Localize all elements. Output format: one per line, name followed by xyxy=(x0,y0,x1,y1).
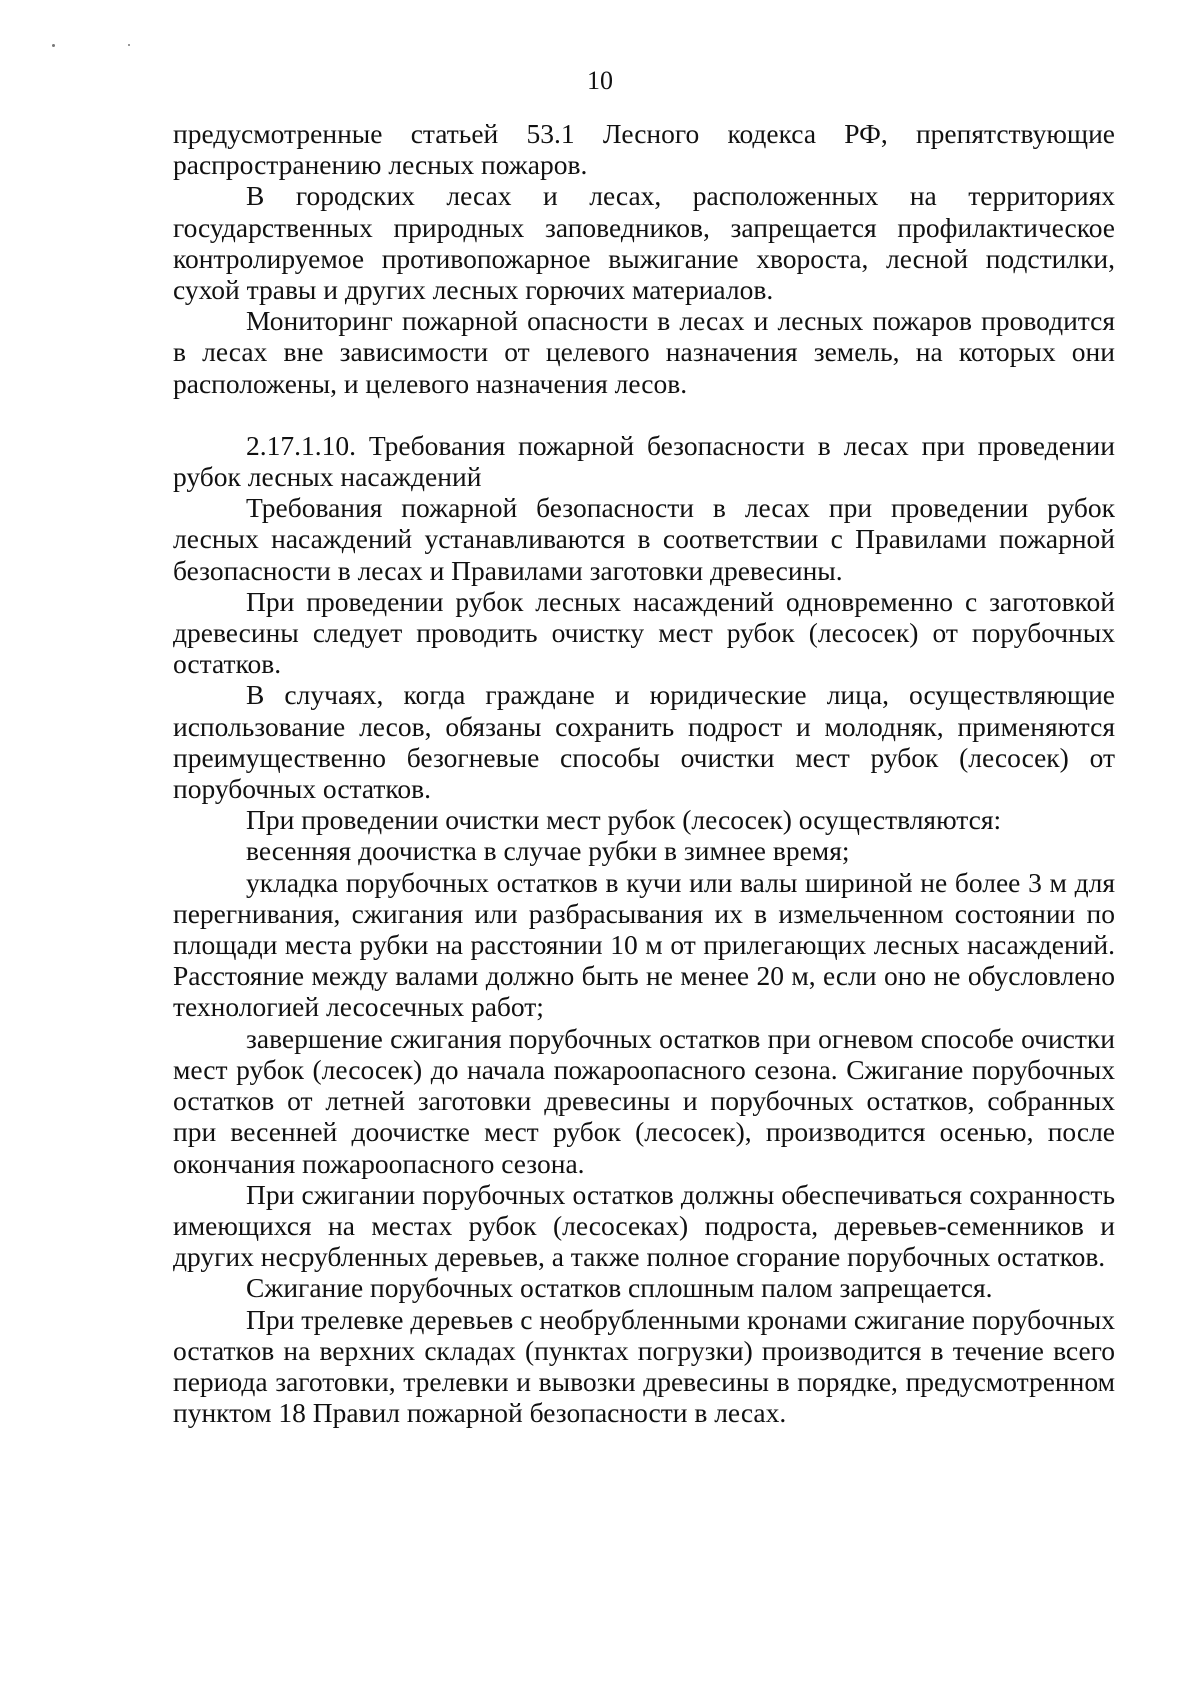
paragraph: Мониторинг пожарной опасности в лесах и лесных пожаров проводится в лесах вне зависимости от целевого назначения земель, на которых они расположены, и целевого назначения лесов. xyxy=(173,305,1115,399)
scan-artifact-dot xyxy=(52,44,55,47)
paragraph: Сжигание порубочных остатков сплошным палом запрещается. xyxy=(246,1272,993,1304)
list-item: весенняя доочистка в случае рубки в зимнее время; xyxy=(246,835,850,867)
paragraph: При проведении очистки мест рубок (лесосек) осуществляются: xyxy=(246,804,1002,836)
document-body xyxy=(173,118,1115,1428)
paragraph: Требования пожарной безопасности в лесах при проведении рубок лесных насаждений устанавливаются в соответствии с Правилами пожарной безопасности в лесах и Правилами заготовки древесины. xyxy=(173,492,1115,586)
section-heading: 2.17.1.10. Требования пожарной безопасности в лесах при проведении рубок лесных насаждений xyxy=(173,429,1115,493)
list-item: укладка порубочных остатков в кучи или валы шириной не более 3 м для перегнивания, сжигания или разбрасывания их в измельченном состоянии по площади места рубки на расстоянии 10 м от прилегающих лесных насаждений. Расстояние между валами должно быть не менее 20 м, если оно не обусловлено технологией лесосечных работ; xyxy=(173,866,1115,1023)
paragraph: В городских лесах и лесах, расположенных на территориях государственных природных заповедников, запрещается профилактическое контролируемое противопожарное выжигание хвороста, лесной подстилки, сухой травы и других лесных горючих материалов. xyxy=(173,180,1115,306)
paragraph: При проведении рубок лесных насаждений одновременно с заготовкой древесины следует проводить очистку мест рубок (лесосек) от порубочных остатков. xyxy=(173,585,1115,680)
paragraph: При трелевке деревьев с необрубленными кронами сжигание порубочных остатков на верхних складах (пунктах погрузки) производится в течение всего периода заготовки, трелевки и вывозки древесины в порядке, предусмотренном пунктом 18 Правил пожарной безопасности в лесах. xyxy=(173,1303,1115,1429)
paragraph-continuation: предусмотренные статьей 53.1 Лесного кодекса РФ, препятствующие распространению лесных пожаров. xyxy=(173,118,1115,181)
page-number: 10 xyxy=(587,66,613,95)
paragraph: При сжигании порубочных остатков должны обеспечиваться сохранность имеющихся на местах рубок (лесосеках) подроста, деревьев-семенников и других несрубленных деревьев, а также полное сгорание порубочных остатков. xyxy=(173,1178,1115,1273)
scan-artifact-dot xyxy=(128,44,130,46)
list-item: завершение сжигания порубочных остатков при огневом способе очистки мест рубок (лесосек) до начала пожароопасного сезона. Сжигание порубочных остатков от летней заготовки древесины и порубочных остатков, собранных при весенней доочистке мест рубок (лесосек), производится осенью, после окончания пожароопасного сезона. xyxy=(173,1022,1115,1179)
paragraph: В случаях, когда граждане и юридические лица, осуществляющие использование лесов, обязаны сохранить подрост и молодняк, применяются преимущественно безогневые способы очистки мест рубок (лесосек) от порубочных остатков. xyxy=(173,679,1115,805)
